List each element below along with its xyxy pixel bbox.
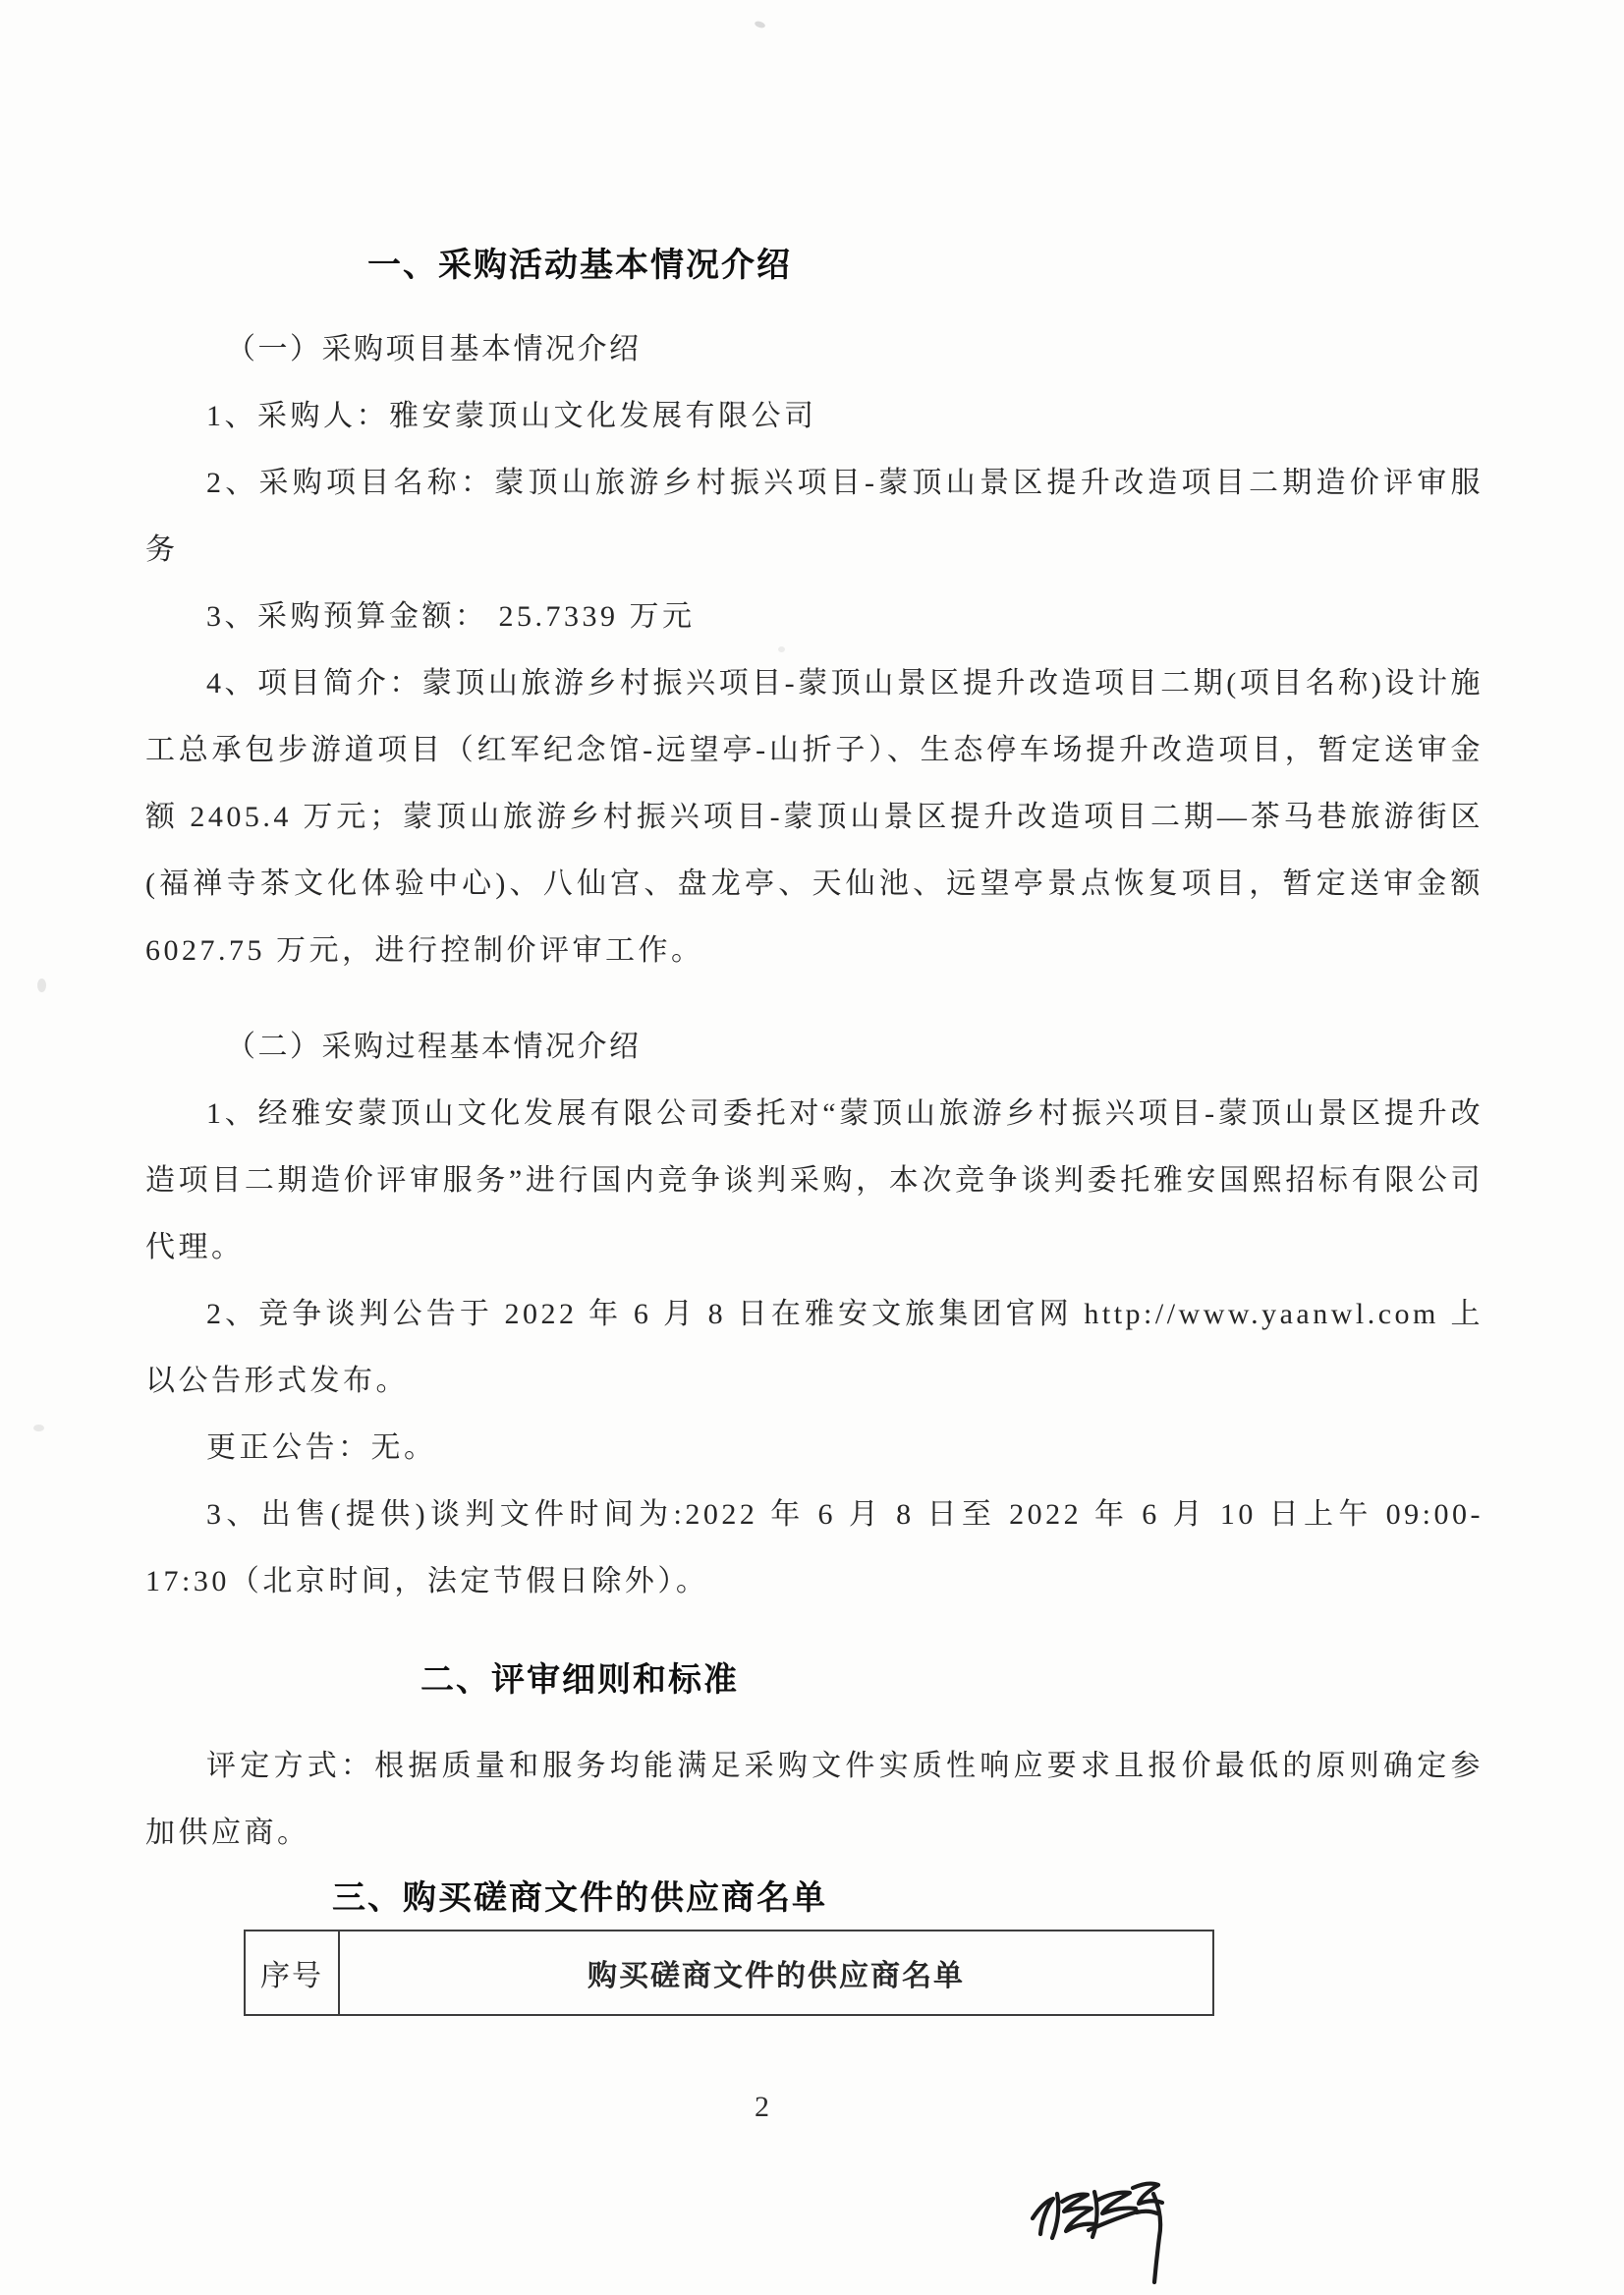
paragraph-budget: 3、采购预算金额： 25.7339 万元 bbox=[206, 600, 696, 633]
table-header-row bbox=[245, 1931, 1213, 2015]
paragraph-document-sale-time: 3、出售(提供)谈判文件时间为:2022 年 6 月 8 日至 2022 年 6 月 10 日上午 09:00- 17:30（北京时间，法定节假日除外）。 bbox=[145, 1498, 1484, 1597]
paragraph-buyer: 1、采购人：雅安蒙顶山文化发展有限公司 bbox=[206, 400, 817, 432]
table-header-supplier-list: 购买磋商文件的供应商名单 bbox=[339, 1931, 1213, 2015]
subsection-b-heading: （二）采购过程基本情况介绍 bbox=[226, 1031, 642, 1063]
supplier-table bbox=[244, 1930, 1214, 2016]
scan-artifact bbox=[33, 1425, 44, 1431]
document-content bbox=[145, 0, 1484, 2016]
scan-artifact bbox=[778, 646, 785, 652]
table-header-serial-number: 序号 bbox=[245, 1931, 339, 2015]
paragraph-project-name: 2、采购项目名称：蒙顶山旅游乡村振兴项目-蒙顶山景区提升改造项目二期造价评审服务 bbox=[145, 467, 1484, 566]
scan-artifact bbox=[37, 979, 46, 992]
paragraph-announcement: 2、竞争谈判公告于 2022 年 6 月 8 日在雅安文旅集团官网 http://www.yaanwl.com 上以公告形式发布。 bbox=[145, 1298, 1484, 1397]
paragraph-procurement-entrust: 1、经雅安蒙顶山文化发展有限公司委托对“蒙顶山旅游乡村振兴项目-蒙顶山景区提升改造项目二期造价评审服务”进行国内竞争谈判采购，本次竞争谈判委托雅安国熙招标有限公司代理。 bbox=[145, 1097, 1484, 1263]
handwritten-signature bbox=[1027, 2171, 1179, 2287]
paragraph-project-brief: 4、项目简介：蒙顶山旅游乡村振兴项目-蒙顶山景区提升改造项目二期(项目名称)设计施工总承包步游道项目（红军纪念馆-远望亭-山折子）、生态停车场提升改造项目，暂定送审金额 2405.4 万元；蒙顶山旅游乡村振兴项目-蒙顶山景区提升改造项目二期—茶马巷旅游街区(福禅寺茶文化体验中心)、八仙宫、盘龙亭、天仙池、远望亭景点恢复项目，暂定送审金额 6027.75 万元，进行控制价评审工作。 bbox=[145, 667, 1484, 967]
section-three-heading: 三、购买磋商文件的供应商名单 bbox=[332, 1879, 827, 1917]
section-one-heading: 一、采购活动基本情况介绍 bbox=[367, 247, 792, 284]
paragraph-correction-notice: 更正公告：无。 bbox=[206, 1431, 437, 1464]
section-two-heading: 二、评审细则和标准 bbox=[420, 1661, 739, 1699]
subsection-a-heading: （一）采购项目基本情况介绍 bbox=[226, 333, 642, 365]
paragraph-evaluation-method: 评定方式：根据质量和服务均能满足采购文件实质性响应要求且报价最低的原则确定参加供应商。 bbox=[145, 1750, 1484, 1849]
page-number: 2 bbox=[755, 2091, 769, 2123]
